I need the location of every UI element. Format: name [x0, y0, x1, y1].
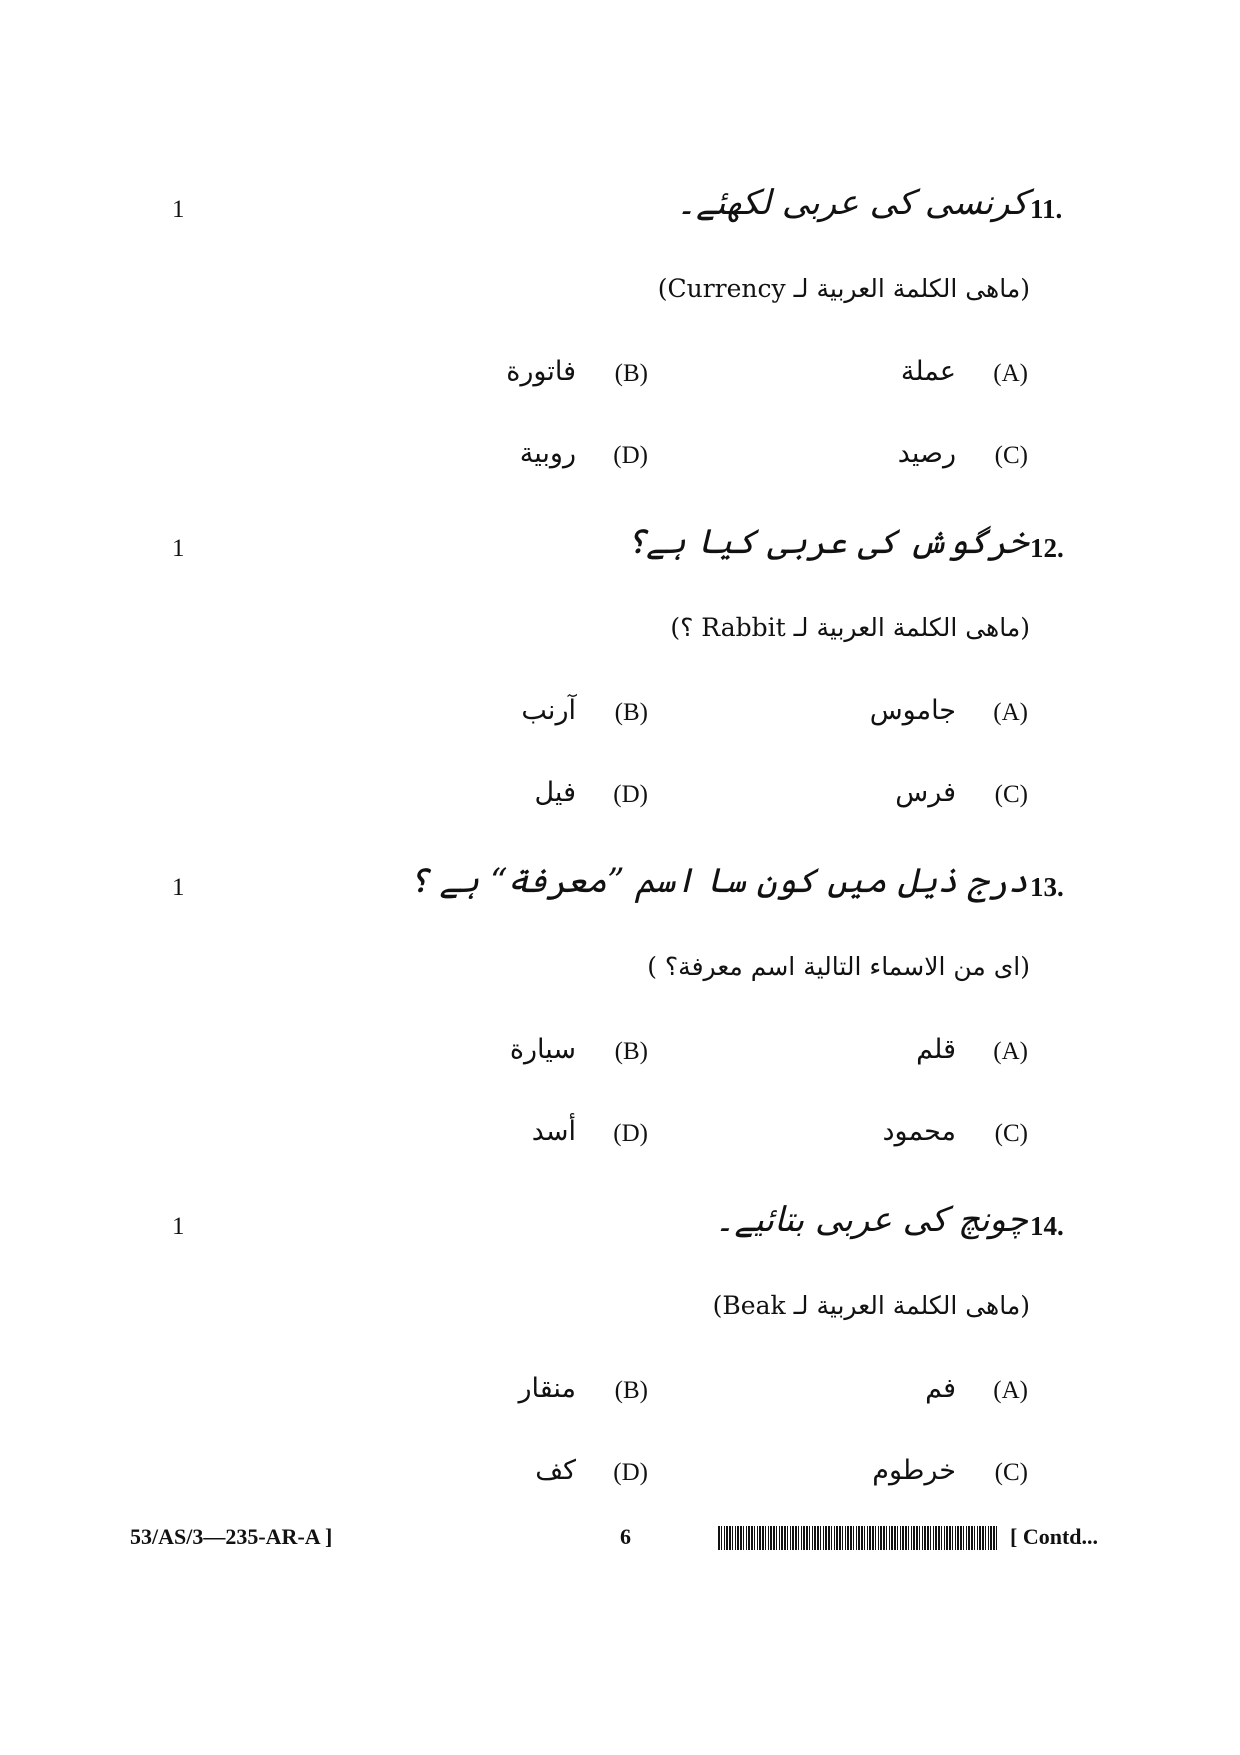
option-text: قلم [916, 1034, 956, 1065]
option-c [728, 438, 1028, 478]
option-letter: (A) [993, 1377, 1028, 1404]
question-number: 12. [1030, 533, 1064, 563]
question-text-urdu: چونچ کی عربی بتائیے۔ [714, 1200, 1028, 1240]
option-letter: (B) [614, 1377, 648, 1404]
option-text: سيارة [509, 1034, 576, 1065]
option-text: أسد [531, 1116, 576, 1147]
option-text: فم [925, 1373, 956, 1404]
option-d [348, 777, 648, 817]
paper-code: 53/AS/3—235-AR-A ] [130, 1524, 333, 1549]
barcode-icon [718, 1526, 998, 1550]
question-marks: 1 [172, 535, 185, 562]
option-letter: (B) [614, 1038, 648, 1065]
option-a [728, 356, 1028, 396]
option-a [728, 1034, 1028, 1074]
question-text-urdu: درج ذیل میں کون سا اسم ”معرفة“ ہے ؟ [408, 861, 1028, 901]
option-text: خرطوم [872, 1455, 956, 1486]
question-marks: 1 [172, 196, 185, 223]
option-letter: (C) [994, 442, 1028, 469]
option-text: آرنب [521, 695, 576, 726]
option-c [728, 1455, 1028, 1495]
option-text: فرس [895, 777, 956, 808]
option-c [728, 1116, 1028, 1156]
question-number: 11. [1030, 194, 1063, 224]
option-text: فاتورة [506, 356, 576, 387]
option-letter: (C) [994, 781, 1028, 808]
option-a [728, 695, 1028, 735]
option-text: روبية [519, 438, 576, 469]
option-letter: (B) [614, 360, 648, 387]
option-letter: (D) [613, 1120, 648, 1147]
question-number: 13. [1030, 872, 1064, 902]
page-number: 6 [620, 1524, 631, 1549]
question-text-arabic: (ماهى الكلمة العربية لـ Currency) [657, 274, 1030, 303]
question-text-urdu: خرگوش کی عربی کیا ہے؟ [626, 522, 1028, 562]
question-text-urdu: کرنسی کی عربی لکھئے۔ [676, 183, 1028, 223]
option-text: منقار [518, 1373, 576, 1404]
option-letter: (C) [994, 1120, 1028, 1147]
question-text-arabic: (اى من الاسماء التالية اسم معرفة؟ ) [647, 952, 1030, 981]
question-11 [0, 183, 1240, 496]
option-letter: (B) [614, 699, 648, 726]
option-letter: (C) [994, 1459, 1028, 1486]
question-number: 14. [1030, 1211, 1064, 1241]
option-a [728, 1373, 1028, 1413]
continued-label: [ Contd... [1010, 1524, 1099, 1549]
question-marks: 1 [172, 874, 185, 901]
option-b [348, 1373, 648, 1413]
option-text: عملة [900, 356, 956, 387]
option-b [348, 356, 648, 396]
option-letter: (D) [613, 1459, 648, 1486]
option-letter: (D) [613, 781, 648, 808]
option-letter: (A) [993, 1038, 1028, 1065]
option-c [728, 777, 1028, 817]
option-text: فيل [534, 777, 576, 808]
question-12 [0, 522, 1240, 835]
question-14 [0, 1200, 1240, 1513]
option-letter: (A) [993, 699, 1028, 726]
option-d [348, 1455, 648, 1495]
page-footer [0, 1524, 1240, 1564]
question-13 [0, 861, 1240, 1174]
option-d [348, 1116, 648, 1156]
question-text-arabic: (ماهى الكلمة العربية لـ Rabbit ؟) [670, 613, 1030, 642]
option-letter: (A) [993, 360, 1028, 387]
option-b [348, 1034, 648, 1074]
option-text: كف [535, 1455, 576, 1486]
question-text-arabic: (ماهى الكلمة العربية لـ Beak) [712, 1291, 1030, 1320]
option-text: رصيد [897, 438, 956, 469]
option-d [348, 438, 648, 478]
option-b [348, 695, 648, 735]
option-text: محمود [882, 1116, 956, 1147]
option-letter: (D) [613, 442, 648, 469]
question-marks: 1 [172, 1213, 185, 1240]
option-text: جاموس [869, 695, 956, 726]
